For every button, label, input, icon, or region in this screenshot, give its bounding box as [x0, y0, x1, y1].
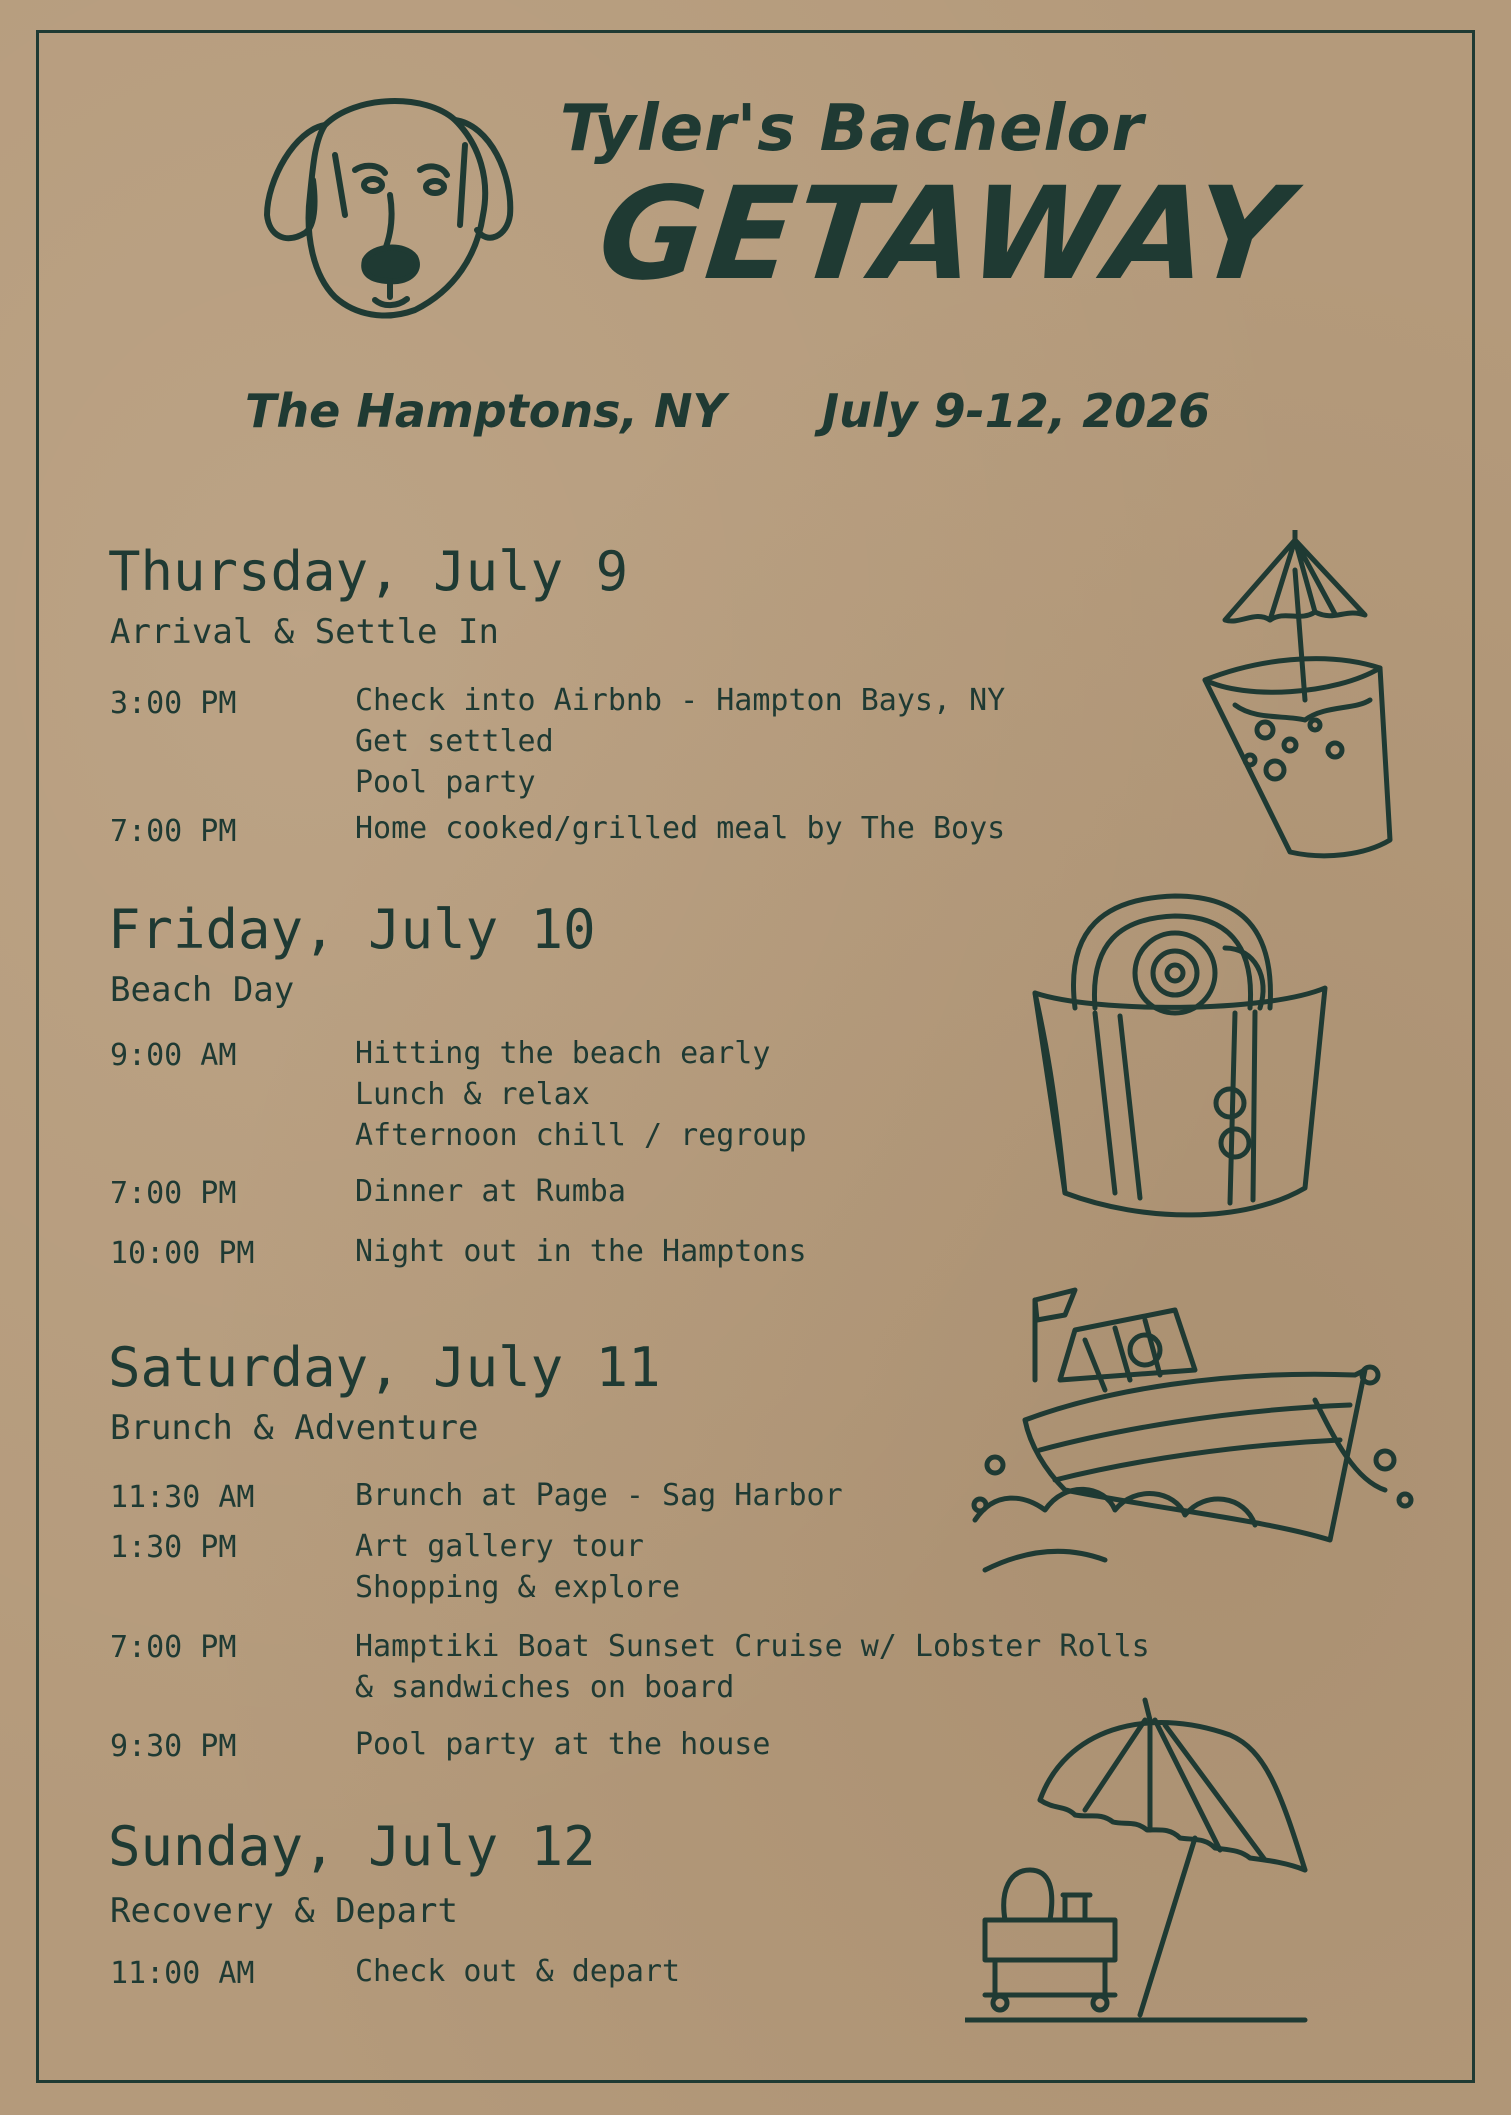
event-time: 11:30 AM [110, 1480, 255, 1515]
event-activity: Brunch at Page - Sag Harbor [355, 1478, 843, 1513]
title-line1: Tyler's Bachelor [560, 92, 1144, 166]
event-time: 7:00 PM [110, 1630, 237, 1665]
event-activity: & sandwiches on board [355, 1670, 735, 1705]
event-activity: Check out & depart [355, 1954, 681, 1989]
day-subtitle-thursday: Arrival & Settle In [110, 612, 499, 652]
event-activity: Home cooked/grilled meal by The Boys [355, 811, 1006, 846]
event-time: 11:00 AM [110, 1956, 255, 1991]
event-activity: Art gallery tour [355, 1529, 644, 1564]
event-time: 7:00 PM [110, 814, 237, 849]
dog-icon [255, 85, 520, 325]
event-activity: Check into Airbnb - Hampton Bays, NY [355, 683, 1006, 718]
beach-umbrella-icon [965, 1690, 1320, 2030]
cocktail-icon [1195, 530, 1405, 900]
dates-text: July 9-12, 2026 [822, 384, 1211, 438]
event-time: 3:00 PM [110, 686, 237, 721]
beach-bag-icon [1025, 888, 1340, 1238]
event-time: 9:00 AM [110, 1038, 237, 1073]
day-title-friday: Friday, July 10 [108, 898, 596, 961]
location-text: The Hamptons, NY [245, 384, 726, 438]
title-main: GETAWAY [592, 160, 1298, 309]
day-title-saturday: Saturday, July 11 [108, 1336, 661, 1399]
event-activity: Hitting the beach early [355, 1036, 771, 1071]
event-activity: Hamptiki Boat Sunset Cruise w/ Lobster Rolls [355, 1629, 1150, 1664]
event-time: 1:30 PM [110, 1530, 237, 1565]
event-time: 10:00 PM [110, 1236, 255, 1271]
event-activity: Afternoon chill / regroup [355, 1118, 807, 1153]
event-activity: Pool party at the house [355, 1727, 771, 1762]
day-title-sunday: Sunday, July 12 [108, 1815, 596, 1878]
day-subtitle-sunday: Recovery & Depart [110, 1891, 458, 1931]
day-subtitle-friday: Beach Day [110, 970, 295, 1010]
event-activity: Dinner at Rumba [355, 1174, 626, 1209]
event-activity: Get settled [355, 724, 554, 759]
event-time: 7:00 PM [110, 1176, 237, 1211]
event-activity: Lunch & relax [355, 1077, 590, 1112]
day-title-thursday: Thursday, July 9 [108, 540, 629, 603]
event-time: 9:30 PM [110, 1729, 237, 1764]
event-activity: Night out in the Hamptons [355, 1234, 807, 1269]
boat-icon [965, 1280, 1415, 1600]
day-subtitle-saturday: Brunch & Adventure [110, 1408, 479, 1448]
event-activity: Shopping & explore [355, 1570, 681, 1605]
event-activity: Pool party [355, 765, 536, 800]
